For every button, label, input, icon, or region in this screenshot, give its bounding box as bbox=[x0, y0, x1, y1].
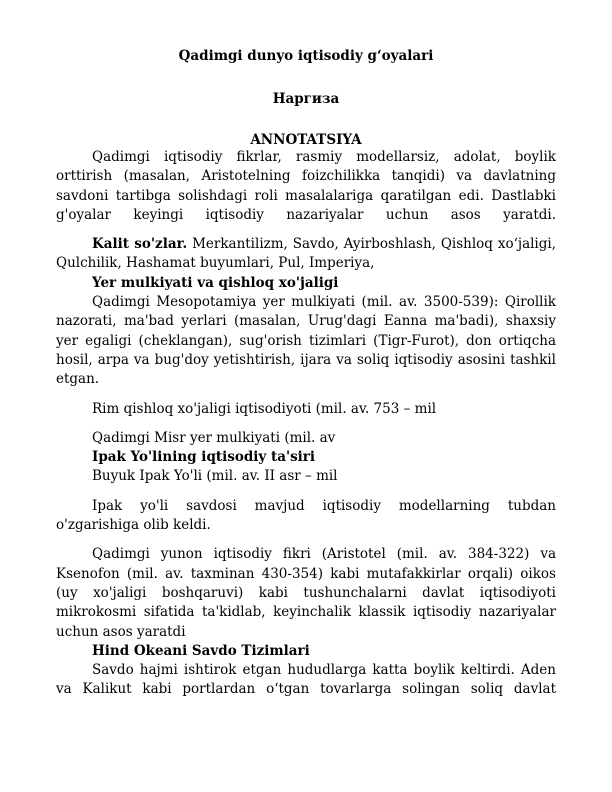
keywords-label: Kalit so'zlar. bbox=[92, 236, 188, 253]
annotation-text: Qadimgi iqtisodiy fikrlar, rasmiy modellarsiz, adolat, boylik orttirish (masalan, Aristotelning foizchilikka tanqidi) va davlatning savdoni tartibga solishdagi roli masalalariga qaratilgan edi. Dastlabki g'oyalar keyingi iqtisodiy nazariyalar uchun asos yaratdi. bbox=[56, 149, 556, 223]
annotation-heading: ANNOTATSIYA bbox=[250, 132, 362, 148]
author-name: Наргиза bbox=[272, 91, 340, 107]
paragraph-great-silk-road: Buyuk Ipak Yo'li (mil. av. II asr – mil bbox=[92, 468, 338, 485]
section-heading-silk-road: Ipak Yo'lining iqtisodiy ta'siri bbox=[92, 449, 316, 466]
paragraph-trade-volume: Savdo hajmi ishtirok etgan hududlarga katta boylik keltirdi. Aden va Kalikut kabi portlardan o‘tgan tovarlarga solingan soliq davlat bbox=[56, 662, 556, 698]
keywords-paragraph bbox=[56, 235, 556, 274]
paragraph-egypt: Qadimgi Misr yer mulkiyati (mil. av bbox=[92, 429, 336, 446]
keywords-text: Merkantilizm, Savdo, Ayirboshlash, Qishloq xo‘jaligi, Qulchilik, Hashamat buyumlari, Pul, Imperiya, bbox=[56, 236, 557, 272]
paragraph-silk-trade: Ipak yo'li savdosi mavjud iqtisodiy modellarning tubdan o'zgarishiga olib keldi. bbox=[56, 497, 556, 534]
paragraph-mesopotamia: Qadimgi Mesopotamiya yer mulkiyati (mil. av. 3500-539): Qirollik nazorati, ma'bad yerlari (masalan, Urug'dagi Eanna ma'badi), shaxsiy yer egaligi (cheklangan), sug'orish tizimlari (Tigr-Furot), don ortiqcha hosil, arpa va bug'doy yetishtirish, ijara va soliq iqtisodiy asosini tashkil etgan. bbox=[56, 294, 556, 388]
section-heading-land: Yer mulkiyati va qishloq xo'jaligi bbox=[92, 274, 339, 291]
document-title: Qadimgi dunyo iqtisodiy g‘oyalari bbox=[178, 48, 434, 64]
paragraph-rome: Rim qishloq xo'jaligi iqtisodiyoti (mil. av. 753 – mil bbox=[92, 400, 437, 417]
section-heading-indian-ocean: Hind Okeani Savdo Tizimlari bbox=[92, 642, 310, 659]
paragraph-greek-thought: Qadimgi yunon iqtisodiy fikri (Aristotel (mil. av. 384-322) va Ksenofon (mil. av. taxminan 430-354) kabi mutafakkirlar orqali) oikos (uy xo'jaligi boshqaruvi) kabi tushunchalarni davlat iqtisodiyoti mikrokosmi sifatida ta'kidlab, keyinchalik klassik iqtisodiy nazariyalar uchun asos yaratdi bbox=[56, 546, 556, 640]
